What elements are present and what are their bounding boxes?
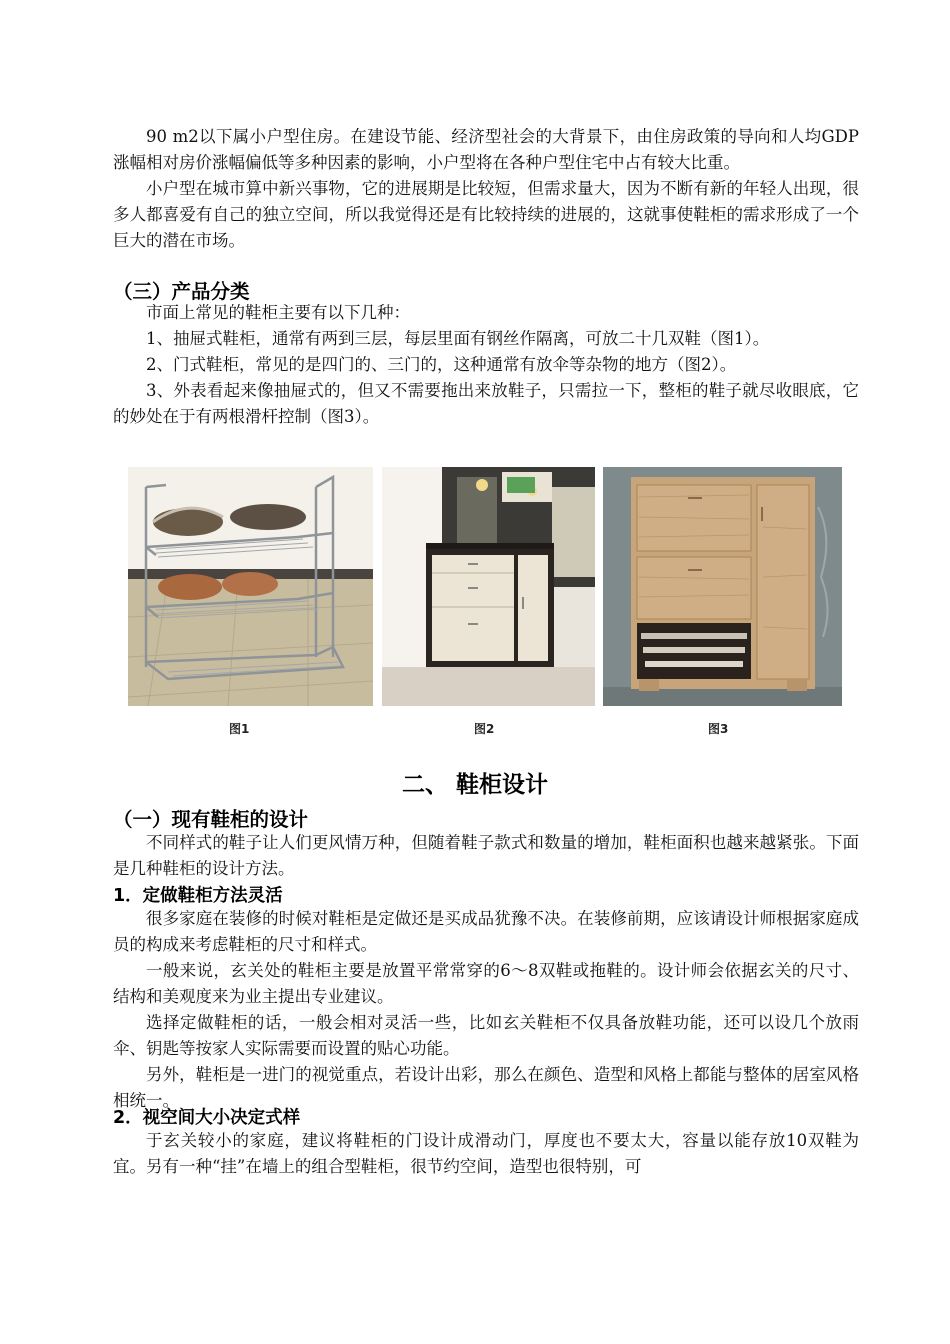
- paragraph: 2、门式鞋柜，常见的是四门的、三门的，这种通常有放伞等杂物的地方（图2）。: [146, 355, 737, 374]
- figure-2-door-shoe-cabinet: [382, 467, 595, 706]
- subsection-1-block: [113, 830, 859, 882]
- chapter-title: 二、 鞋柜设计: [401, 772, 548, 798]
- section-heading: （三）产品分类: [113, 280, 250, 303]
- paragraph: 3、外表看起来像抽屉式的，但又不需要拖出来放鞋子，只需拉一下，整柜的鞋子就尽收眼底，它的妙处在于有两根滑杆控制（图3）。: [113, 381, 859, 426]
- intro-block: [113, 124, 859, 254]
- figure-3-flip-shoe-cabinet: [603, 467, 842, 706]
- figure-1-wire-shoe-rack: [128, 467, 373, 706]
- paragraph: 另外，鞋柜是一进门的视觉重点，若设计出彩，那么在颜色、造型和风格上都能与整体的居室风格相统一。: [113, 1065, 859, 1110]
- paragraph: 90 m2以下属小户型住房。在建设节能、经济型社会的大背景下，由住房政策的导向和人均GDP涨幅相对房价涨幅偏低等多种因素的影响，小户型将在各种户型住宅中占有较大比重。: [113, 127, 859, 172]
- figure-3-caption: 图3: [708, 722, 729, 736]
- paragraph: 不同样式的鞋子让人们更风情万种，但随着鞋子款式和数量的增加，鞋柜面积也越来越紧张。下面是几种鞋柜的设计方法。: [113, 833, 859, 878]
- paragraph: 很多家庭在装修的时候对鞋柜是定做还是买成品犹豫不决。在装修前期，应该请设计师根据家庭成员的构成来考虑鞋柜的尺寸和样式。: [113, 909, 859, 954]
- figure-2-caption: 图2: [474, 722, 495, 736]
- paragraph: 1、抽屉式鞋柜，通常有两到三层，每层里面有钢丝作隔离，可放二十几双鞋（图1）。: [146, 329, 770, 348]
- item-heading: 2．视空间大小决定式样: [113, 1108, 301, 1128]
- item-heading: 1．定做鞋柜方法灵活: [113, 886, 283, 906]
- paragraph: 于玄关较小的家庭，建议将鞋柜的门设计成滑动门，厚度也不要太大，容量以能存放10双鞋为宜。另有一种“挂”在墙上的组合型鞋柜，很节约空间，造型也很特别，可: [113, 1131, 859, 1176]
- section-3-block: [113, 300, 859, 430]
- paragraph: 一般来说，玄关处的鞋柜主要是放置平常常穿的6～8双鞋或拖鞋的。设计师会依据玄关的尺寸、结构和美观度来为业主提出专业建议。: [113, 961, 859, 1006]
- figure-1-caption: 图1: [229, 722, 250, 736]
- paragraph: 市面上常见的鞋柜主要有以下几种：: [146, 303, 410, 322]
- item-2-block: [113, 1128, 859, 1180]
- paragraph: 选择定做鞋柜的话，一般会相对灵活一些，比如玄关鞋柜不仅具备放鞋功能，还可以设几个放雨伞、钥匙等按家人实际需要而设置的贴心功能。: [113, 1013, 859, 1058]
- item-1-block: [113, 906, 859, 1114]
- section-heading: （一）现有鞋柜的设计: [113, 808, 309, 831]
- paragraph: 小户型在城市算中新兴事物，它的进展期是比较短，但需求量大，因为不断有新的年轻人出现，很多人都喜爱有自己的独立空间，所以我觉得还是有比较持续的进展的，这就事使鞋柜的需求形成了一个巨大的潜在市场。: [113, 179, 859, 250]
